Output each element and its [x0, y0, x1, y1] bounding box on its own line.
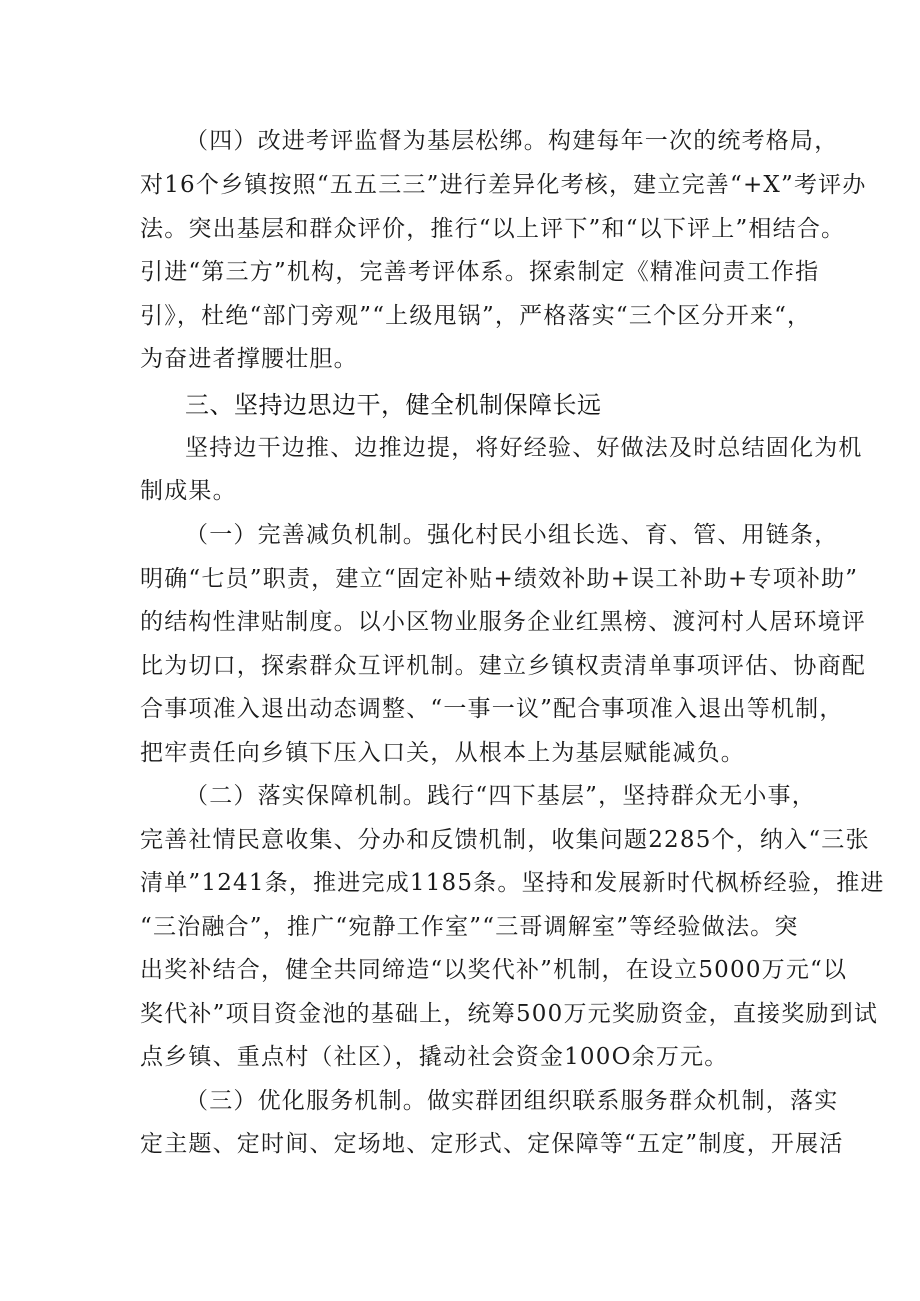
item-2-line-3: 清单”1241条，推进完成1185条。坚持和发展新时代枫桥经验，推进	[140, 870, 885, 896]
item-1-line-2: 明确“七员”职责，建立“固定补贴+绩效补助+误工补助+专项补助”	[140, 566, 859, 592]
paragraph-4-line-2: 对16个乡镇按照“五五三三”进行差异化考核，建立完善“+X”考评办	[140, 172, 867, 198]
item-2-line-2: 完善社情民意收集、分办和反馈机制，收集问题2285个，纳入“三张	[140, 827, 870, 853]
item-2-line-5: 出奖补结合，健全共同缔造“以奖代补”机制，在设立5000万元“以	[140, 957, 848, 983]
paragraph-4-line-6: 为奋进者撑腰壮胆。	[140, 346, 358, 372]
item-3-line-1: （三）优化服务机制。做实群团组织联系服务群众机制，落实	[185, 1088, 839, 1114]
item-2-line-7: 点乡镇、重点村（社区），撬动社会资金100O余万元。	[140, 1044, 729, 1070]
item-1-line-4: 比为切口，探索群众互评机制。建立乡镇权责清单事项评估、协商配	[140, 653, 866, 679]
section-3-heading: 三、坚持边思边干，健全机制保障长远	[185, 391, 602, 419]
item-2-line-6: 奖代补”项目资金池的基础上，统筹500万元奖励资金，直接奖励到试	[140, 1001, 879, 1027]
section-3-intro-line-1: 坚持边干边推、边推边提，将好经验、好做法及时总结固化为机	[185, 435, 863, 461]
paragraph-4-line-1: （四）改进考评监督为基层松绑。构建每年一次的统考格局，	[185, 128, 839, 154]
section-3-intro-line-2: 制成果。	[140, 478, 237, 504]
item-2-line-4: “三治融合”，推广“宛静工作室”“三哥调解室”等经验做法。突	[140, 914, 799, 940]
item-1-line-5: 合事项准入退出动态调整、“一事一议”配合事项准入退出等机制，	[140, 696, 844, 722]
paragraph-4-line-3: 法。突出基层和群众评价，推行“以上评下”和“以下评上”相结合。	[140, 216, 846, 242]
paragraph-4-line-5: 引》，杜绝“部门旁观”“上级甩锅”，严格落实“三个区分开来“，	[140, 303, 812, 329]
item-1-line-1: （一）完善减负机制。强化村民小组长选、育、管、用链条，	[185, 522, 839, 548]
item-1-line-6: 把牢责任向乡镇下压入口关，从根本上为基层赋能减负。	[140, 740, 745, 766]
paragraph-4-line-4: 引进“第三方”机构，完善考评体系。探索制定《精准问责工作指	[140, 259, 820, 285]
item-1-line-3: 的结构性津贴制度。以小区物业服务企业红黑榜、渡河村人居环境评	[140, 609, 866, 635]
item-2-line-1: （二）落实保障机制。践行“四下基层”，坚持群众无小事，	[185, 783, 816, 809]
item-3-line-2: 定主题、定时间、定场地、定形式、定保障等“五定”制度，开展活	[140, 1131, 844, 1157]
